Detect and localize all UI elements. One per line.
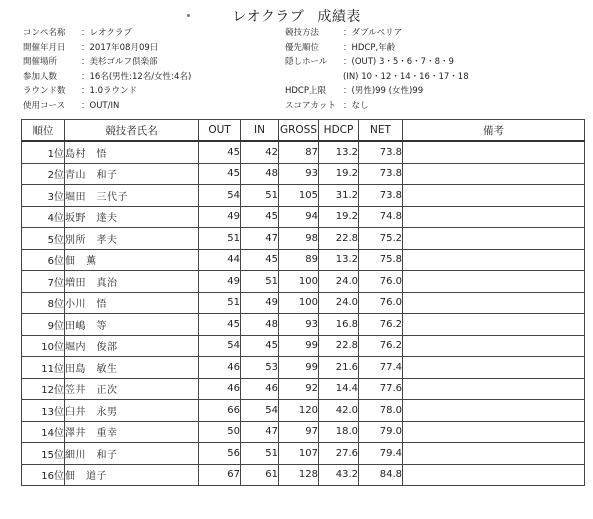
in-score-cell: 48 (241, 314, 279, 336)
player-name-cell: 澤井 重幸 (65, 421, 199, 443)
info-label: 競技方法 (285, 28, 320, 38)
out-score-cell: 46 (199, 378, 241, 400)
notes-cell (403, 400, 585, 422)
info-label: スコアカット (285, 100, 336, 111)
notes-cell (403, 271, 585, 293)
in-score-cell: 47 (241, 421, 279, 443)
net-score-cell: 74.8 (359, 206, 403, 228)
info-value: ：美杉ゴルフ倶楽部 (81, 57, 158, 67)
gross-score-cell: 99 (279, 357, 319, 379)
player-name-cell: 細川 和子 (65, 443, 199, 465)
notes-cell (403, 464, 585, 486)
header-out: OUT (199, 120, 241, 142)
net-score-cell: 77.6 (359, 378, 403, 400)
table-row (22, 464, 585, 486)
net-score-cell: 76.2 (359, 314, 403, 336)
table-row (22, 443, 585, 465)
table-row (22, 163, 585, 185)
player-name-cell: 佃 薫 (65, 249, 199, 271)
out-score-cell: 49 (199, 206, 241, 228)
out-score-cell: 54 (199, 185, 241, 207)
gross-score-cell: 99 (279, 335, 319, 357)
hdcp-cell: 16.8 (319, 314, 359, 336)
table-row (22, 206, 585, 228)
table-row (22, 228, 585, 250)
info-value: ：16名(男性:12名/女性:4名) (81, 71, 192, 82)
gross-score-cell: 105 (279, 185, 319, 207)
player-name-cell: 田島 敏生 (65, 357, 199, 379)
rank-cell: 15位 (22, 443, 65, 465)
in-score-cell: 42 (241, 141, 279, 163)
info-value: ：2017年08月09日 (81, 42, 159, 53)
hdcp-cell: 31.2 (319, 185, 359, 207)
rank-cell: 13位 (22, 400, 65, 422)
info-value: ：ダブルペリア (343, 28, 403, 38)
in-score-cell: 45 (241, 249, 279, 271)
hdcp-cell: 19.2 (319, 163, 359, 185)
header-rank: 順位 (22, 120, 65, 142)
player-name-cell: 別所 孝夫 (65, 228, 199, 250)
net-score-cell: 77.4 (359, 357, 403, 379)
hdcp-cell: 13.2 (319, 249, 359, 271)
gross-score-cell: 87 (279, 141, 319, 163)
out-score-cell: 51 (199, 228, 241, 250)
rank-cell: 10位 (22, 335, 65, 357)
hdcp-cell: 21.6 (319, 357, 359, 379)
table-row (22, 271, 585, 293)
table-row (22, 249, 585, 271)
notes-cell (403, 421, 585, 443)
notes-cell (403, 163, 585, 185)
info-value: ：OUT/IN (81, 100, 120, 111)
info-value: ：(OUT) 3・5・6・7・8・9 (343, 57, 454, 67)
gross-score-cell: 120 (279, 400, 319, 422)
info-label: HDCP上限 (285, 86, 326, 96)
net-score-cell: 73.8 (359, 163, 403, 185)
in-score-cell: 51 (241, 271, 279, 293)
player-name-cell: 臼井 永男 (65, 400, 199, 422)
rank-cell: 1位 (22, 141, 65, 163)
notes-cell (403, 335, 585, 357)
notes-cell (403, 206, 585, 228)
club-name: レオクラブ (232, 9, 305, 25)
hdcp-cell: 14.4 (319, 378, 359, 400)
info-label: コンペ名称 (23, 28, 66, 38)
info-value: ：なし (343, 100, 369, 111)
rank-cell: 9位 (22, 314, 65, 336)
table-row (22, 141, 585, 163)
info-value: ：(男性)99 (女性)99 (343, 86, 424, 96)
in-score-cell: 47 (241, 228, 279, 250)
player-name-cell: 青山 和子 (65, 163, 199, 185)
info-label: 優先順位 (285, 42, 320, 53)
net-score-cell: 76.0 (359, 271, 403, 293)
header-notes: 備考 (403, 120, 585, 142)
gross-score-cell: 94 (279, 206, 319, 228)
net-score-cell: 73.8 (359, 185, 403, 207)
rank-cell: 8位 (22, 292, 65, 314)
in-score-cell: 48 (241, 163, 279, 185)
header-in: IN (241, 120, 279, 142)
out-score-cell: 49 (199, 271, 241, 293)
header-hdcp: HDCP (319, 120, 359, 142)
table-row (22, 357, 585, 379)
net-score-cell: 73.8 (359, 141, 403, 163)
info-value: ：レオクラブ (81, 28, 132, 38)
out-score-cell: 51 (199, 292, 241, 314)
gross-score-cell: 98 (279, 228, 319, 250)
header-net: NET (359, 120, 403, 142)
net-score-cell: 76.0 (359, 292, 403, 314)
player-name-cell: 増田 真治 (65, 271, 199, 293)
gross-score-cell: 97 (279, 421, 319, 443)
rank-cell: 12位 (22, 378, 65, 400)
gross-score-cell: 100 (279, 292, 319, 314)
notes-cell (403, 249, 585, 271)
header-name: 競技者氏名 (65, 120, 199, 142)
hdcp-cell: 24.0 (319, 271, 359, 293)
info-label: 開催場所 (23, 57, 58, 67)
table-row (22, 335, 585, 357)
net-score-cell: 78.0 (359, 400, 403, 422)
results-table (21, 119, 585, 486)
net-score-cell: 75.8 (359, 249, 403, 271)
table-row (22, 400, 585, 422)
gross-score-cell: 128 (279, 464, 319, 486)
player-name-cell: 田嶋 等 (65, 314, 199, 336)
info-label: ラウンド数 (23, 86, 66, 96)
table-header-row (22, 120, 585, 142)
in-score-cell: 51 (241, 185, 279, 207)
gross-score-cell: 93 (279, 314, 319, 336)
out-score-cell: 45 (199, 163, 241, 185)
in-score-cell: 46 (241, 378, 279, 400)
out-score-cell: 66 (199, 400, 241, 422)
player-name-cell: 小川 悟 (65, 292, 199, 314)
competition-info-right (285, 27, 585, 127)
out-score-cell: 44 (199, 249, 241, 271)
rank-cell: 3位 (22, 185, 65, 207)
in-score-cell: 54 (241, 400, 279, 422)
rank-cell: 16位 (22, 464, 65, 486)
hdcp-cell: 19.2 (319, 206, 359, 228)
table-row (22, 378, 585, 400)
notes-cell (403, 228, 585, 250)
info-label: 参加人数 (23, 71, 58, 82)
net-score-cell: 79.4 (359, 443, 403, 465)
rank-cell: 5位 (22, 228, 65, 250)
rank-cell: 6位 (22, 249, 65, 271)
rank-cell: 4位 (22, 206, 65, 228)
player-name-cell: 笠井 正次 (65, 378, 199, 400)
info-value: (IN) 10・12・14・16・17・18 (343, 71, 469, 82)
info-label: 使用コース (23, 100, 66, 111)
table-row (22, 421, 585, 443)
in-score-cell: 61 (241, 464, 279, 486)
rank-cell: 2位 (22, 163, 65, 185)
info-value: ：1.0ラウンド (81, 86, 138, 96)
title-suffix: 成績表 (317, 9, 361, 25)
net-score-cell: 75.2 (359, 228, 403, 250)
notes-cell (403, 443, 585, 465)
info-value: ：HDCP,年齢 (343, 42, 396, 53)
in-score-cell: 45 (241, 206, 279, 228)
notes-cell (403, 378, 585, 400)
notes-cell (403, 314, 585, 336)
notes-cell (403, 141, 585, 163)
net-score-cell: 76.2 (359, 335, 403, 357)
hdcp-cell: 27.6 (319, 443, 359, 465)
player-name-cell: 坂野 達夫 (65, 206, 199, 228)
rank-cell: 14位 (22, 421, 65, 443)
gross-score-cell: 89 (279, 249, 319, 271)
in-score-cell: 51 (241, 443, 279, 465)
hdcp-cell: 24.0 (319, 292, 359, 314)
gross-score-cell: 100 (279, 271, 319, 293)
out-score-cell: 67 (199, 464, 241, 486)
in-score-cell: 45 (241, 335, 279, 357)
net-score-cell: 84.8 (359, 464, 403, 486)
hdcp-cell: 13.2 (319, 141, 359, 163)
table-row (22, 292, 585, 314)
player-name-cell: 堀田 三代子 (65, 185, 199, 207)
notes-cell (403, 357, 585, 379)
net-score-cell: 79.0 (359, 421, 403, 443)
player-name-cell: 佃 道子 (65, 464, 199, 486)
info-label: 開催年月日 (23, 42, 66, 53)
out-score-cell: 56 (199, 443, 241, 465)
gross-score-cell: 107 (279, 443, 319, 465)
hdcp-cell: 42.0 (319, 400, 359, 422)
gross-score-cell: 92 (279, 378, 319, 400)
competition-info-left (23, 27, 273, 127)
player-name-cell: 堀内 俊部 (65, 335, 199, 357)
header-gross: GROSS (279, 120, 319, 142)
in-score-cell: 53 (241, 357, 279, 379)
gross-score-cell: 93 (279, 163, 319, 185)
hdcp-cell: 22.8 (319, 335, 359, 357)
page-title (0, 6, 593, 26)
out-score-cell: 45 (199, 314, 241, 336)
out-score-cell: 50 (199, 421, 241, 443)
out-score-cell: 54 (199, 335, 241, 357)
rank-cell: 11位 (22, 357, 65, 379)
in-score-cell: 49 (241, 292, 279, 314)
out-score-cell: 45 (199, 141, 241, 163)
table-row (22, 185, 585, 207)
out-score-cell: 46 (199, 357, 241, 379)
rank-cell: 7位 (22, 271, 65, 293)
hdcp-cell: 22.8 (319, 228, 359, 250)
hdcp-cell: 43.2 (319, 464, 359, 486)
notes-cell (403, 292, 585, 314)
info-label: 隠しホール (285, 57, 328, 67)
hdcp-cell: 18.0 (319, 421, 359, 443)
table-row (22, 314, 585, 336)
notes-cell (403, 185, 585, 207)
player-name-cell: 島村 悟 (65, 141, 199, 163)
